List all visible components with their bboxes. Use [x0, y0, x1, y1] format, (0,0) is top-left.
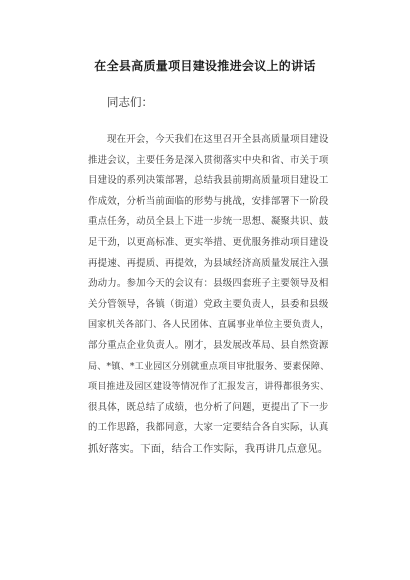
paragraph-line: 关分管领导，各镇（街道）党政主要负责人，县委和县级 — [88, 298, 329, 310]
paragraph-line: 现在开会，今天我们在这里召开全县高质量项目建设 — [107, 134, 329, 145]
paragraph-line: 重点任务，动员全县上下进一步统一思想、凝聚共识、鼓 — [88, 216, 329, 228]
paragraph-line: 部分重点企业负责人。刚才，县发展改革局、县自然资源 — [88, 339, 329, 351]
paragraph-line: 项目推进及园区建设等情况作了汇报发言，讲得都很务实、 — [88, 382, 330, 393]
paragraph-line: 目建设的系列决策部署，总结我县前期高质量项目建设工 — [88, 175, 329, 187]
paragraph-line: 足干劲，以更高标准、更实举措、更优服务推动项目建设 — [88, 236, 329, 248]
paragraph-line: 国家机关各部门、各人民团体、直属事业单位主要负责人， — [88, 320, 330, 331]
paragraph-line: 局、*镇、*工业园区分别就重点项目审批服务、要素保障、 — [88, 361, 330, 372]
document-title: 在全县高质量项目建设推进会议上的讲话 — [94, 59, 316, 73]
paragraph-line: 推进会议，主要任务是深入贯彻落实中央和省、市关于项 — [88, 154, 329, 166]
paragraph-line: 很具体，既总结了成绩，也分析了问题，更提出了下一步 — [88, 401, 329, 413]
paragraph-line: 作成效，分析当前面临的形势与挑战，安排部署下一阶段 — [88, 195, 329, 207]
paragraph-line: 抓好落实。下面，结合工作实际，我再讲几点意见。 — [88, 442, 329, 455]
paragraph-line: 劲动力。参加今天的会议有：县级四套班子主要领导及相 — [88, 278, 329, 290]
salutation: 同志们： — [107, 95, 153, 109]
body-paragraph — [88, 130, 328, 460]
paragraph-line: 再提速、再提质、再提效，为县域经济高质量发展注入强 — [88, 257, 329, 269]
paragraph-line: 的工作思路，我都同意，大家一定要结合各自实际，认真 — [88, 422, 329, 434]
